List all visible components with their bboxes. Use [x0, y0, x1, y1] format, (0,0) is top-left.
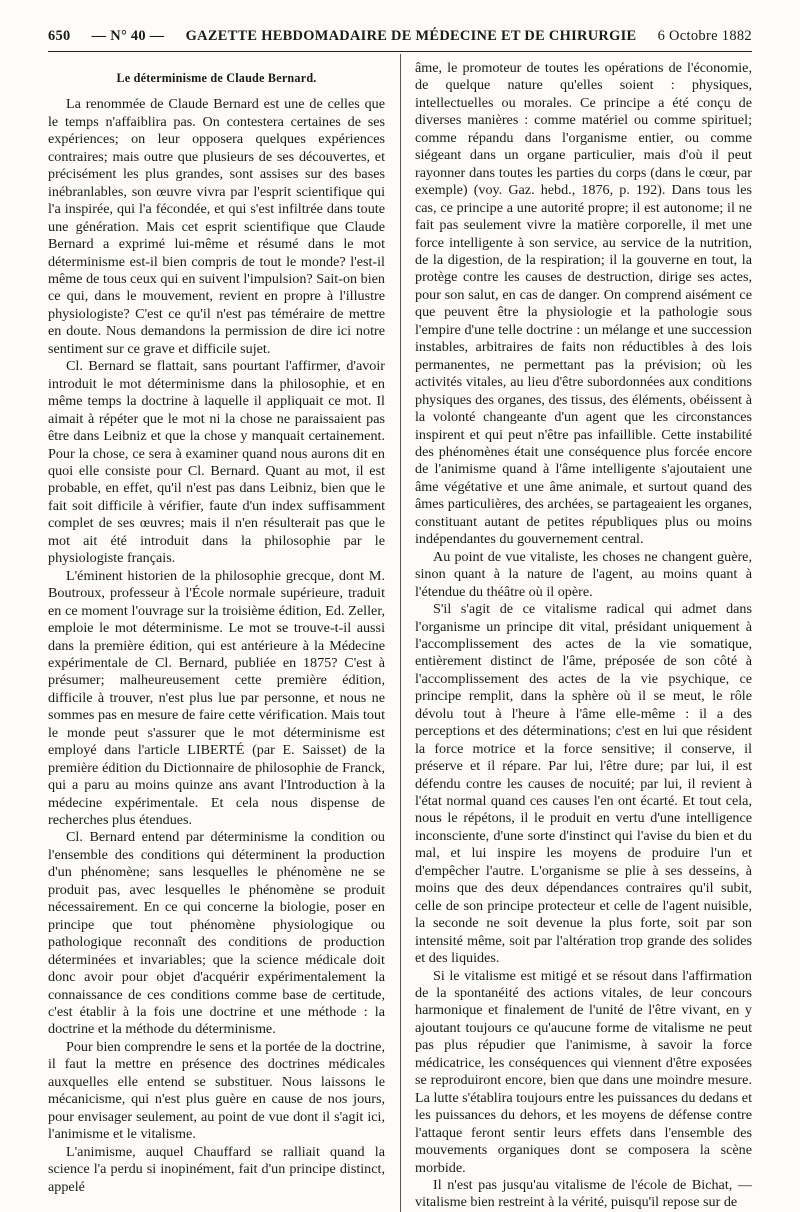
issue-date: 6 Octobre 1882: [657, 28, 752, 44]
paragraph: âme, le promoteur de toutes les opérations de l'économie, de quelque nature qu'elles soient : physiques, intellectuelles ou morales. Ce principe a été conçu de diverses manières : comme matériel ou comme spirituel; comme répandu dans l'organisme entier, ou comme siégeant dans un organe particulier, mais d'où il peut rayonner dans toutes les parties du corps (dans le cœur, par exemple) (voy. Gaz. hebd., 1876, p. 192). Dans tous les cas, ce principe a une autorité propre; il est autonome; il ne fait pas seulement vivre la matière corporelle, il met une force intelligente à son service, au service de la nutrition, de la digestion, de la respiration; il la gouverne en tout, la protège contre les causes de destruction, dirige ses actes, pour son salut, en cas de danger. On comprend aisément ce que peuvent être la physiologie et la pathologie sous l'empire d'une telle doctrine : un mélange et une succession instables, arbitraires de faits non réductibles à des lois permanentes, ne permettant pas la prévision; où les activités vitales, au lieu d'être subordonnées aux conditions physiques des organes, des tissus, des éléments, obéissent à la volonté changeante d'un agent que les circonstances inspirent et qui peut n'être pas infaillible. Cette instabilité des phénomènes était une conséquence plus forcée encore de l'animisme quand à l'âme intelligente s'ajoutaient une âme végétative et une âme animale, et surtout quand des âmes particulières, des archées, se partageaient les organes, constituant autant de petites républiques plus ou moins indépendantes du gouvernement central.: [415, 60, 752, 548]
paragraph: Au point de vue vitaliste, les choses ne changent guère, sinon quant à la nature de l'agent, au moins quant à l'étendue du théâtre où il opère.: [415, 548, 752, 600]
header-rule: [48, 51, 752, 52]
paragraph: Si le vitalisme est mitigé et se résout dans l'affirmation de la spontanéité des actions vitales, de leur concours harmonique et finalement de l'unité de l'être vivant, en y ajoutant toujours ce qu'aucune forme de vitalisme ne peut pas plus répudier que l'animisme, à savoir la force médicatrice, les conséquences qui viennent d'être exposées se reproduiront encore, bien que dans une moindre mesure. La lutte s'établira toujours entre les puissances du dedans et les puissances du dehors, et les moyens de défense contre l'attaque feront sentir leurs effets dans l'ensemble des mouvements organiques dont se composera la scène morbide.: [415, 967, 752, 1176]
paragraph: La renommée de Claude Bernard est une de celles que le temps n'affaiblira pas. On contestera certaines de ses expériences; on leur opposera quelques expériences contraires; mais outre que plusieurs de ses découvertes, et précisément les plus grandes, sont assises sur des bases inébranlables, son œuvre vivra par l'esprit scientifique qui l'a inspirée, qui l'a fécondée, et qui s'est infiltrée dans toute une génération. Mais cet esprit scientifique que Claude Bernard a exprimé lui-même et résumé dans le mot déterminisme est-il bien compris de tout le monde? l'est-il même de tous ceux qui en suivent l'impulsion? Sait-on bien ce qui, dans le mouvement, revient en propre à l'illustre physiologiste? C'est ce qu'il n'est pas téméraire de mettre en doute. Nous demandons la permission de dire ici notre sentiment sur ce grave et difficile sujet.: [48, 96, 385, 357]
page-number: 650: [48, 28, 71, 44]
journal-title: GAZETTE HEBDOMADAIRE DE MÉDECINE ET DE CHIRURGIE: [185, 28, 637, 44]
left-column: [48, 60, 385, 1212]
paragraph: Il n'est pas jusqu'au vitalisme de l'école de Bichat, — vitalisme bien restreint à la vérité, puisqu'il repose sur de: [415, 1177, 752, 1211]
issue-number: — N° 40 —: [91, 28, 165, 44]
article-columns: [48, 60, 752, 1212]
column-divider: [400, 54, 401, 1212]
article-title: Le déterminisme de Claude Bernard.: [116, 71, 317, 85]
paragraph: L'éminent historien de la philosophie grecque, dont M. Boutroux, professeur à l'École normale supérieure, traduit en ce moment l'ouvrage sur la troisième édition, Ed. Zeller, emploie le mot déterminisme. Le mot se trouve-t-il aussi dans la première édition, qui est antérieure à la Médecine expérimentale de Cl. Bernard, publiée en 1875? C'est à présumer; malheureusement cette première édition, difficile à trouver, n'est plus lue par personne, et nous ne sommes pas en mesure de faire cette vérification. Mais tout le monde peut s'assurer que le mot déterminisme est employé dans l'article LIBERTÉ (par E. Saisset) de la première édition du Dictionnaire de philosophie de Franck, qui a paru au moins quinze ans avant l'Introduction à la médecine expérimentale. Et cela nous dispense de recherches plus étendues.: [48, 567, 385, 829]
paragraph: Cl. Bernard se flattait, sans pourtant l'affirmer, d'avoir introduit le mot déterminisme dans la philosophie, et en même temps la doctrine à laquelle il appliquait ce mot. Il aimait à répéter que le mot ni la chose ne paraissaient pas être dans Leibniz et que la chose y manquait certainement. Pour la chose, ce sera à examiner quand nous aurons dit en quoi elle consiste pour Cl. Bernard. Quant au mot, il est probable, en effet, qu'il n'est pas dans Leibniz, bien que le fait soit difficile à vérifier, faute d'un index suffisamment complet de ses œuvres; mais il n'en résulterait pas que le mot ait été introduit dans la philosophie par le physiologiste français.: [48, 358, 385, 567]
paragraph: L'animisme, auquel Chauffard se ralliait quand la science l'a perdu si inopinément, fait d'un principe distinct, appelé: [48, 1143, 385, 1195]
right-column: [415, 60, 752, 1212]
paragraph: S'il s'agit de ce vitalisme radical qui admet dans l'organisme un principe dit vital, présidant uniquement à l'accomplissement des actes de la vie somatique, entièrement distinct de l'âme, préposée de son côté à l'accomplissement des actes de la vie psychique, ce principe remplit, dans la sphère où il se meut, le rôle dévolu tout à l'heure à l'âme elle-même : il a des perceptions et des déterminations; c'est en lui que résident la force motrice et la force sensitive; il conserve, il préserve et il répare. Par lui, l'être dure; par lui, il est défendu contre les causes de nocuité; par lui, il revient à l'état normal quand ces causes l'en ont écarté. Et tout cela, nous le répétons, il le produit en vertu d'une intelligence inconsciente, d'une sorte d'instinct qui l'avise du bien et du mal, et lui inspire les moyens de produire l'un et d'empêcher l'autre. L'organisme se plie à ses desseins, à moins que des deux dépendances contraires qu'il subit, celle de son principe protecteur et celle de l'agent nuisible, la seconde ne soit devenue la plus forte, soit par son intensité même, soit par l'altération trop grande des solides et des liquides.: [415, 601, 752, 967]
running-header: [48, 28, 752, 50]
paragraph: Pour bien comprendre le sens et la portée de la doctrine, il faut la mettre en présence des doctrines médicales auxquelles elle entend se substituer. Nous laissons le mécanicisme, qui n'est plus guère en cause de nos jours, pour envisager seulement, au point de vue dont il s'agit ici, l'animisme et le vitalisme.: [48, 1038, 385, 1143]
paragraph: Cl. Bernard entend par déterminisme la condition ou l'ensemble des conditions qui déterminent la production d'un phénomène; sans lesquelles le phénomène ne se produit pas, avec lesquelles le phénomène se produit nécessairement. En ce qui concerne la biologie, poser en principe que tout phénomène physiologique ou pathologique reconnaît des conditions de production déterminées et invariables; que la science médicale doit donc avoir pour objet d'acquérir expérimentalement la connaissance de ces conditions comme base de certitude, c'est établir à la fois une doctrine et une méthode : la doctrine et la méthode du déterminisme.: [48, 829, 385, 1038]
